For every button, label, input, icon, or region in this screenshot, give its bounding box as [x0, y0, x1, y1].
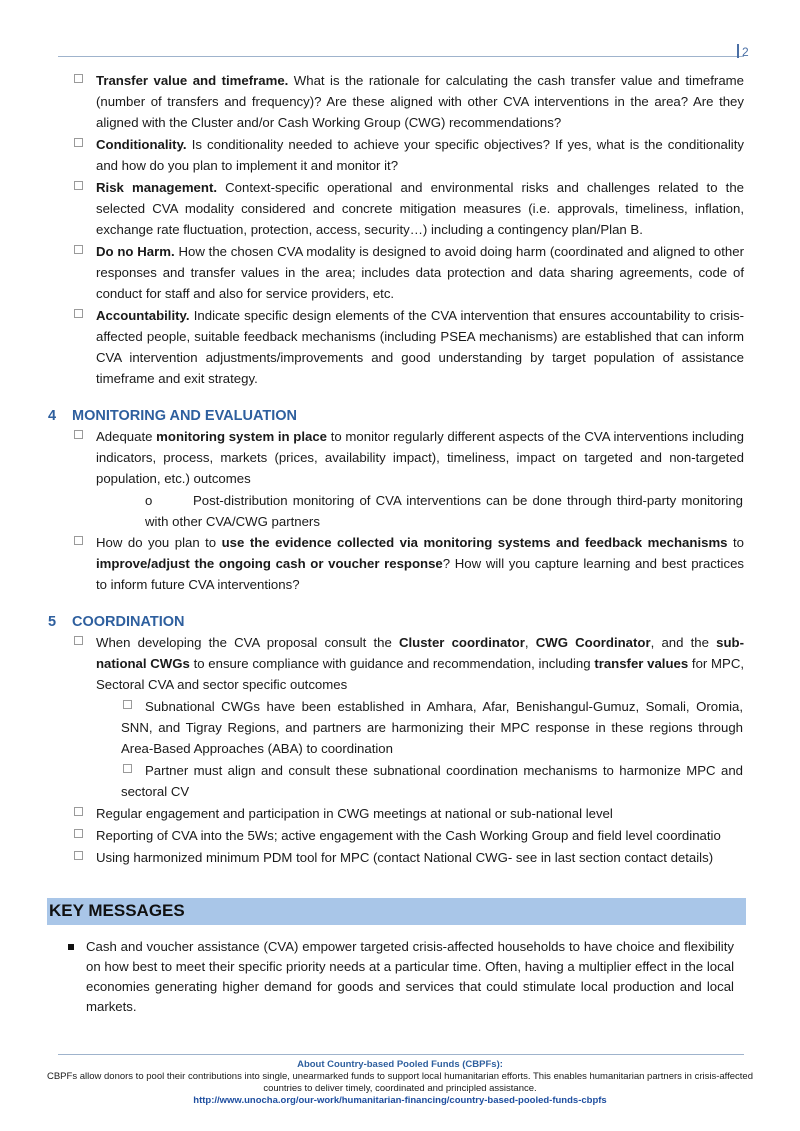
square-bullet-icon — [68, 944, 74, 950]
section-heading-coordination: 5 COORDINATION — [48, 614, 185, 630]
key-message-item: Cash and voucher assistance (CVA) empower targeted crisis-affected households to have choice and flexibility on how best to meet their specific priority needs at a particular time. Often, having a multiplier effect in the local economies generating higher demand for goods and services that could stimulate local production and local markets. — [86, 937, 734, 1017]
checkbox-bullet-icon — [123, 764, 132, 773]
footer-link[interactable]: http://www.unocha.org/our-work/humanitarian-financing/country-based-pooled-funds-cbpfs — [193, 1095, 607, 1106]
list-item: How do you plan to use the evidence collected via monitoring systems and feedback mechanisms to improve/adjust the ongoing cash or voucher response? How will you capture learning and best practices to inform future CVA interventions? — [96, 532, 744, 595]
key-messages-heading: KEY MESSAGES — [47, 898, 746, 925]
checkbox-bullet-icon — [74, 181, 83, 190]
sub-list-item: o Post-distribution monitoring of CVA interventions can be done through third-party monitoring with other CVA/CWG partners — [145, 493, 743, 529]
document-body — [0, 70, 800, 869]
list-item: Adequate monitoring system in place to monitor regularly different aspects of the CVA interventions including indicators, process, markets (prices, availability impact), timeliness, impact on targeted and non-targeted population, etc.) outcomes — [96, 426, 744, 489]
sub-list-item: Subnational CWGs have been established in Amhara, Afar, Benishangul-Gumuz, Somali, Oromia, SNN, and Tigray Regions, and partners are harmonizing their MPC response in these regions through Area-Based Approaches (ABA) to coordination — [121, 699, 743, 756]
footer-rule — [58, 1054, 744, 1055]
list-item: Transfer value and timeframe. What is the rationale for calculating the cash transfer value and timeframe (number of transfers and frequency)? Are these aligned with other CVA interventions in the area? Are they aligned with the Cluster and/or Cash Working Group (CWG) recommendations? — [96, 70, 744, 133]
list-item: Accountability. Indicate specific design elements of the CVA intervention that ensures accountability to crisis-affected people, suitable feedback mechanisms (including PSEA mechanisms) are established that can inform CVA intervention adjustments/improvements and good understanding by target population of assistance timeframe and exit strategy. — [96, 305, 744, 389]
footer — [40, 1059, 760, 1107]
list-item: When developing the CVA proposal consult the Cluster coordinator, CWG Coordinator, and the sub-national CWGs to ensure compliance with guidance and recommendation, including transfer values for MPC, Sectoral CVA and sector specific outcomes — [96, 632, 744, 695]
checkbox-bullet-icon — [74, 807, 83, 816]
checkbox-bullet-icon — [74, 636, 83, 645]
list-item: Conditionality. Is conditionality needed to achieve your specific objectives? If yes, what is the conditionality and how do you plan to implement it and monitor it? — [96, 134, 744, 176]
sub-list-item: Partner must align and consult these subnational coordination mechanisms to harmonize MPC and sectoral CV — [121, 763, 743, 799]
checkbox-bullet-icon — [74, 309, 83, 318]
page-number: 2 — [737, 44, 749, 59]
list-item: Reporting of CVA into the 5Ws; active engagement with the Cash Working Group and field level coordinatio — [96, 825, 744, 846]
list-item: Regular engagement and participation in CWG meetings at national or sub-national level — [96, 803, 744, 824]
checkbox-bullet-icon — [74, 430, 83, 439]
checkbox-bullet-icon — [74, 74, 83, 83]
footer-body: CBPFs allow donors to pool their contributions into single, unearmarked funds to support local humanitarian efforts. This enables humanitarian partners in crisis-affected countries to deliver timely, coordinated and principled assistance. — [46, 1071, 753, 1094]
footer-title: About Country-based Pooled Funds (CBPFs): — [297, 1059, 503, 1070]
checkbox-bullet-icon — [74, 245, 83, 254]
list-item: Using harmonized minimum PDM tool for MPC (contact National CWG- see in last section contact details) — [96, 847, 744, 868]
header-rule — [58, 56, 744, 57]
list-item: Do no Harm. How the chosen CVA modality is designed to avoid doing harm (coordinated and aligned to other responses and transfer values in the area; includes data protection and data sharing agreements, code of conduct for staff and also for service providers, etc. — [96, 241, 744, 304]
checkbox-bullet-icon — [74, 851, 83, 860]
checkbox-bullet-icon — [74, 536, 83, 545]
checkbox-bullet-icon — [74, 138, 83, 147]
section-heading-monitoring: 4 MONITORING AND EVALUATION — [48, 408, 298, 424]
checkbox-bullet-icon — [123, 700, 132, 709]
checkbox-bullet-icon — [74, 829, 83, 838]
list-item: Risk management. Context-specific operational and environmental risks and challenges related to the selected CVA modality considered and concrete mitigation measures (i.e. approvals, timeliness, inflation, exchange rate fluctuation, protection, access, security…) including a contingency plan/Plan B. — [96, 177, 744, 240]
